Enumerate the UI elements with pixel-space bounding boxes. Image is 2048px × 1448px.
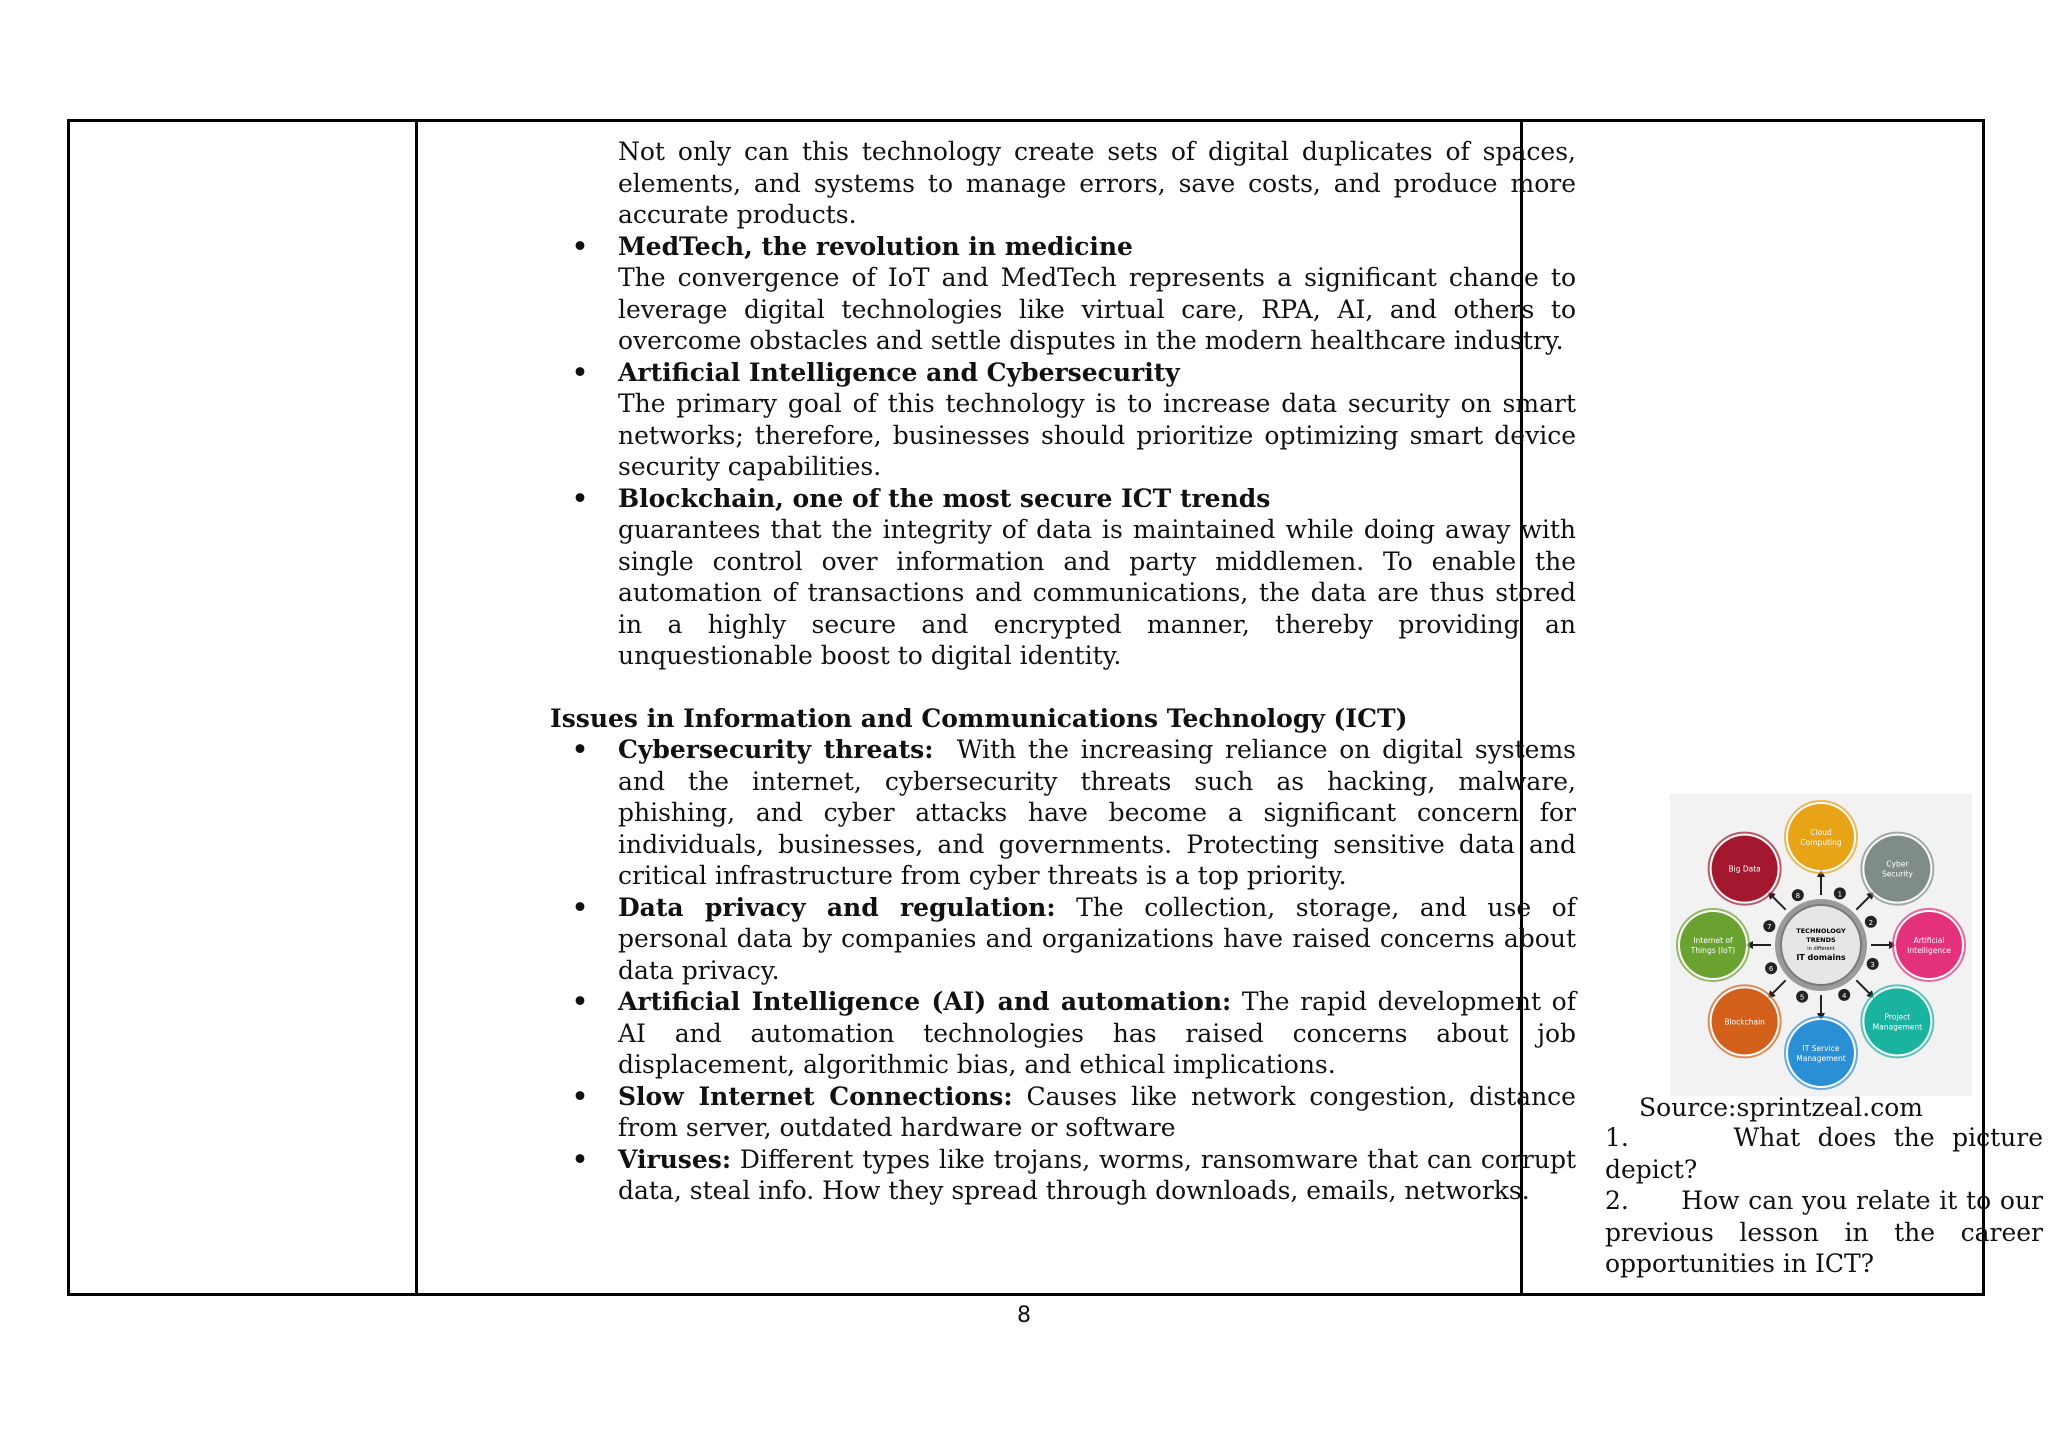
center-hub bbox=[1775, 899, 1867, 991]
issue-item-data-privacy: • Data privacy and regulation: The collection, storage, and use of personal data by companies and organizations have raised concerns about data privacy. bbox=[572, 892, 1584, 985]
trend-body-blockchain: guarantees that the integrity of data is maintained while doing away with single control over information and party middlemen. To enable the automation of transactions and communications, the data are thus stored in a highly secure and encrypted manner, thereby providing an unquestionable boost to digital identity. bbox=[618, 515, 1576, 670]
diagram-node-label: Big Data bbox=[1728, 864, 1761, 874]
diagram-node-label: IT Service bbox=[1802, 1044, 1840, 1053]
diagram-node-label: Cyber bbox=[1886, 859, 1909, 869]
diagram-node-label: Project bbox=[1884, 1012, 1911, 1022]
diagram-node bbox=[1788, 804, 1854, 870]
question-1: 1. What does the picture depict? bbox=[1605, 1123, 2043, 1184]
diagram-node bbox=[1788, 1020, 1854, 1086]
center-text-2: TRENDS bbox=[1806, 936, 1836, 944]
technology-trends-diagram bbox=[1670, 794, 1972, 1096]
column-divider-left bbox=[415, 122, 418, 1293]
diagram-number-text: 1 bbox=[1837, 890, 1843, 899]
issues-heading: Issues in Information and Communications Technology (ICT) bbox=[550, 703, 1408, 733]
issue-item-ai-automation: • Artificial Intelligence (AI) and automation: The rapid development of AI and automation technologies has raised concerns about job displacement, algorithmic bias, and ethical implications. bbox=[572, 987, 1584, 1079]
diagram-node-label: Computing bbox=[1800, 838, 1842, 847]
figure-caption: Source:sprintzeal.com bbox=[1639, 1093, 1923, 1122]
diagram-node-label: Things (IoT) bbox=[1690, 946, 1736, 955]
main-content-column bbox=[480, 136, 1584, 1207]
diagram-node bbox=[1680, 912, 1746, 978]
center-text-4: IT domains bbox=[1796, 953, 1846, 962]
issue-item-slow-internet: • Slow Internet Connections: Causes like network congestion, distance from server, outdated hardware or software bbox=[572, 1081, 1584, 1142]
diagram-node-label: Internet of bbox=[1693, 936, 1733, 945]
diagram-arrow bbox=[1772, 896, 1786, 910]
diagram-number-text: 2 bbox=[1868, 918, 1874, 927]
issue-item-viruses: • Viruses: Different types like trojans, worms, ransomware that can corrupt data, steal info. How they spread through downloads, emails, networks. bbox=[572, 1144, 1584, 1205]
diagram-number-text: 8 bbox=[1795, 892, 1801, 901]
trend-heading-blockchain: • Blockchain, one of the most secure ICT trends bbox=[572, 483, 1271, 513]
page-number: 8 bbox=[1017, 1303, 1031, 1328]
diagram-arrow bbox=[1856, 896, 1870, 910]
trend-heading-ai-cybersecurity: • Artificial Intelligence and Cybersecurity bbox=[572, 357, 1180, 387]
diagram-node-label: Security bbox=[1881, 869, 1913, 879]
diagram-number-text: 4 bbox=[1841, 991, 1847, 1000]
diagram-node-label: Management bbox=[1872, 1022, 1923, 1032]
question-2: 2. How can you relate it to our previous lesson in the career opportunities in ICT? bbox=[1605, 1186, 2043, 1278]
questions-list bbox=[1605, 1122, 2043, 1280]
diagram-node-label: Management bbox=[1796, 1054, 1846, 1063]
intro-paragraph: Not only can this technology create sets of digital duplicates of spaces, elements, and systems to manage errors, save costs, and produce more accurate products. bbox=[618, 137, 1576, 229]
trend-body-ai-cybersecurity: The primary goal of this technology is to increase data security on smart networks; therefore, businesses should prioritize optimizing smart device security capabilities. bbox=[618, 389, 1576, 481]
issue-item-cybersecurity: • Cybersecurity threats: With the increasing reliance on digital systems and the internet, cybersecurity threats such as hacking, malware, phishing, and cyber attacks have become a significant concern for individuals, businesses, and governments. Protecting sensitive data and critical infrastructure from cyber threats is a top priority. bbox=[572, 735, 1584, 890]
diagram-node-label: Intelligence bbox=[1907, 946, 1951, 955]
diagram-arrow bbox=[1856, 980, 1870, 994]
center-text-1: TECHNOLOGY bbox=[1796, 927, 1846, 935]
diagram-number-text: 6 bbox=[1768, 965, 1774, 974]
diagram-node bbox=[1896, 912, 1962, 978]
center-text-3: in different bbox=[1807, 946, 1835, 952]
diagram-node-label: Blockchain bbox=[1724, 1017, 1765, 1027]
diagram-number-text: 5 bbox=[1799, 993, 1805, 1002]
diagram-number-text: 3 bbox=[1870, 960, 1875, 969]
diagram-node-label: Artificial bbox=[1913, 936, 1945, 945]
content-table bbox=[67, 119, 2043, 1296]
diagram-number-text: 7 bbox=[1767, 923, 1772, 932]
trend-heading-medtech: • MedTech, the revolution in medicine bbox=[572, 231, 1133, 261]
trend-body-medtech: The convergence of IoT and MedTech represents a significant chance to leverage digital technologies like virtual care, RPA, AI, and others to overcome obstacles and settle disputes in the modern healthcare industry. bbox=[618, 263, 1576, 355]
trends-diagram-svg bbox=[1670, 794, 1972, 1096]
diagram-arrow bbox=[1772, 980, 1786, 994]
diagram-node-label: Cloud bbox=[1810, 828, 1832, 837]
